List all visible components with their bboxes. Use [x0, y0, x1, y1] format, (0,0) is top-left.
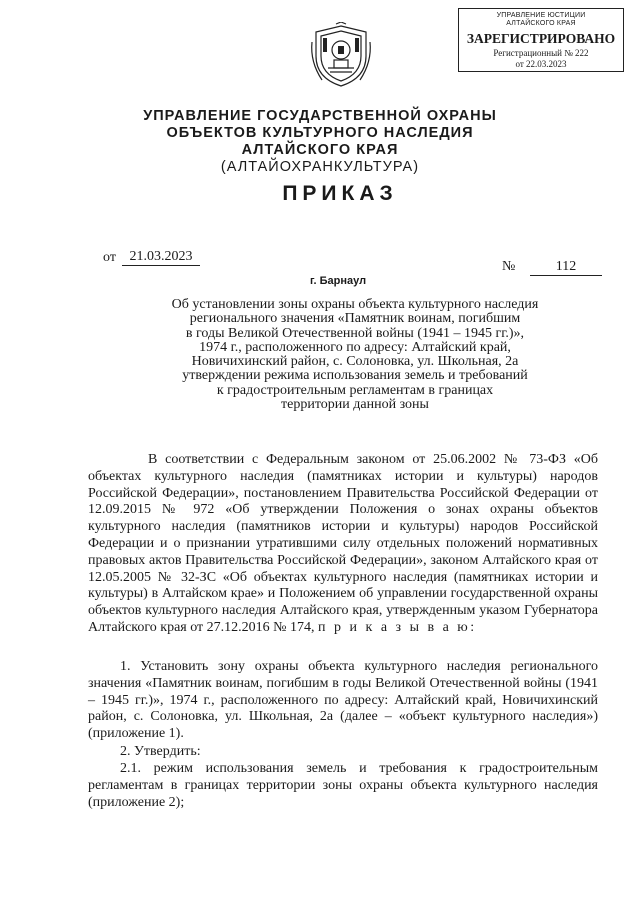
- document-number: 112: [530, 259, 602, 276]
- document-type-title: ПРИКАЗ: [282, 182, 398, 205]
- stamp-org-line1: УПРАВЛЕНИЕ ЮСТИЦИИ: [496, 12, 586, 19]
- coat-of-arms-icon: [308, 22, 374, 90]
- subject-line: в годы Великой Отечественной войны (1941 – 1945 гг.)»,: [185, 325, 525, 341]
- subject-line: 1974 г., расположенного по адресу: Алтайский край,: [199, 339, 511, 355]
- body-paragraph-item-1: 1. Установить зону охраны объекта культурного наследия регионального значения «Памятник воинам, погибшим в годы Великой Отечественной войны (1941 – 1945 гг.)», 1974 г., расположенного по адресу: Алтайский край, Новичихинский район, с. Солоновка, ул. Школьная, 2а (далее – «объект культурного наследия») (приложение 1).: [88, 659, 598, 742]
- body-paragraph-item-2-1: 2.1. режим использования земель и требования к градостроительным регламентам в границах территории зоны охраны объекта культурного наследия (приложение 2);: [88, 761, 598, 810]
- subject-line: утверждении режима использования земель и требований: [182, 368, 528, 384]
- stamp-reg-number: Регистрационный № 222: [493, 48, 589, 58]
- stamp-status: ЗАРЕГИСТРИРОВАНО: [466, 31, 616, 46]
- subject-line: территории данной зоны: [281, 397, 429, 413]
- document-city: г. Барнаул: [310, 275, 367, 287]
- stamp-org: [459, 12, 623, 28]
- org-name-line1: УПРАВЛЕНИЕ ГОСУДАРСТВЕННОЙ ОХРАНЫ: [143, 108, 497, 124]
- org-name-line3: АЛТАЙСКОГО КРАЯ: [241, 142, 399, 158]
- preamble-text: В соответствии с Федеральным законом от 25.06.2002 № 73-ФЗ «Об объектах культурного наследия (памятниках истории и культуры) народов Российской Федерации», постановлением Правительства Российской Федерации от 12.09.2015 № 972 «Об утверждении Положения о зонах охраны объектов культурного наследия (памятников истории и культуры) народов Российской Федерации и о признании утратившими силу отдельных положений нормативных правовых актов Правительства Российской Федерации», законом Алтайского края от 12.05.2005 № 32-ЗС «Об объектах культурного наследия (памятниках истории и культуры) в Алтайском крае» и Положением об управлении государственной охраны объектов культурного наследия Алтайского края, утвержденным указом Губернатора Алтайского края от 27.12.2016 № 174,: [88, 452, 598, 635]
- org-name-line2: ОБЪЕКТОВ КУЛЬТУРНОГО НАСЛЕДИЯ: [166, 125, 474, 141]
- document-subject: [150, 298, 560, 412]
- body-paragraph-preamble: [88, 452, 598, 637]
- document-date: 21.03.2023: [122, 249, 200, 266]
- registration-stamp: [458, 8, 624, 72]
- stamp-reg-date: от 22.03.2023: [515, 59, 567, 69]
- subject-line: регионального значения «Памятник воинам, погибшим: [189, 311, 521, 327]
- number-prefix: №: [502, 259, 516, 274]
- subject-line: Новичихинский район, с. Солоновка, ул. Школьная, 2а: [191, 354, 519, 370]
- date-prefix: от: [103, 250, 116, 265]
- body-paragraph-item-2: 2. Утвердить:: [120, 744, 201, 759]
- org-header: [0, 108, 640, 176]
- order-keyword: п р и к а з ы в а ю:: [318, 619, 477, 635]
- stamp-org-line2: АЛТАЙСКОГО КРАЯ: [506, 20, 576, 27]
- subject-line: Об установлении зоны охраны объекта культурного наследия: [171, 297, 539, 312]
- subject-line: к градостроительным регламентам в границах: [216, 382, 494, 398]
- org-short-name: (АЛТАЙОХРАНКУЛЬТУРА): [220, 159, 420, 175]
